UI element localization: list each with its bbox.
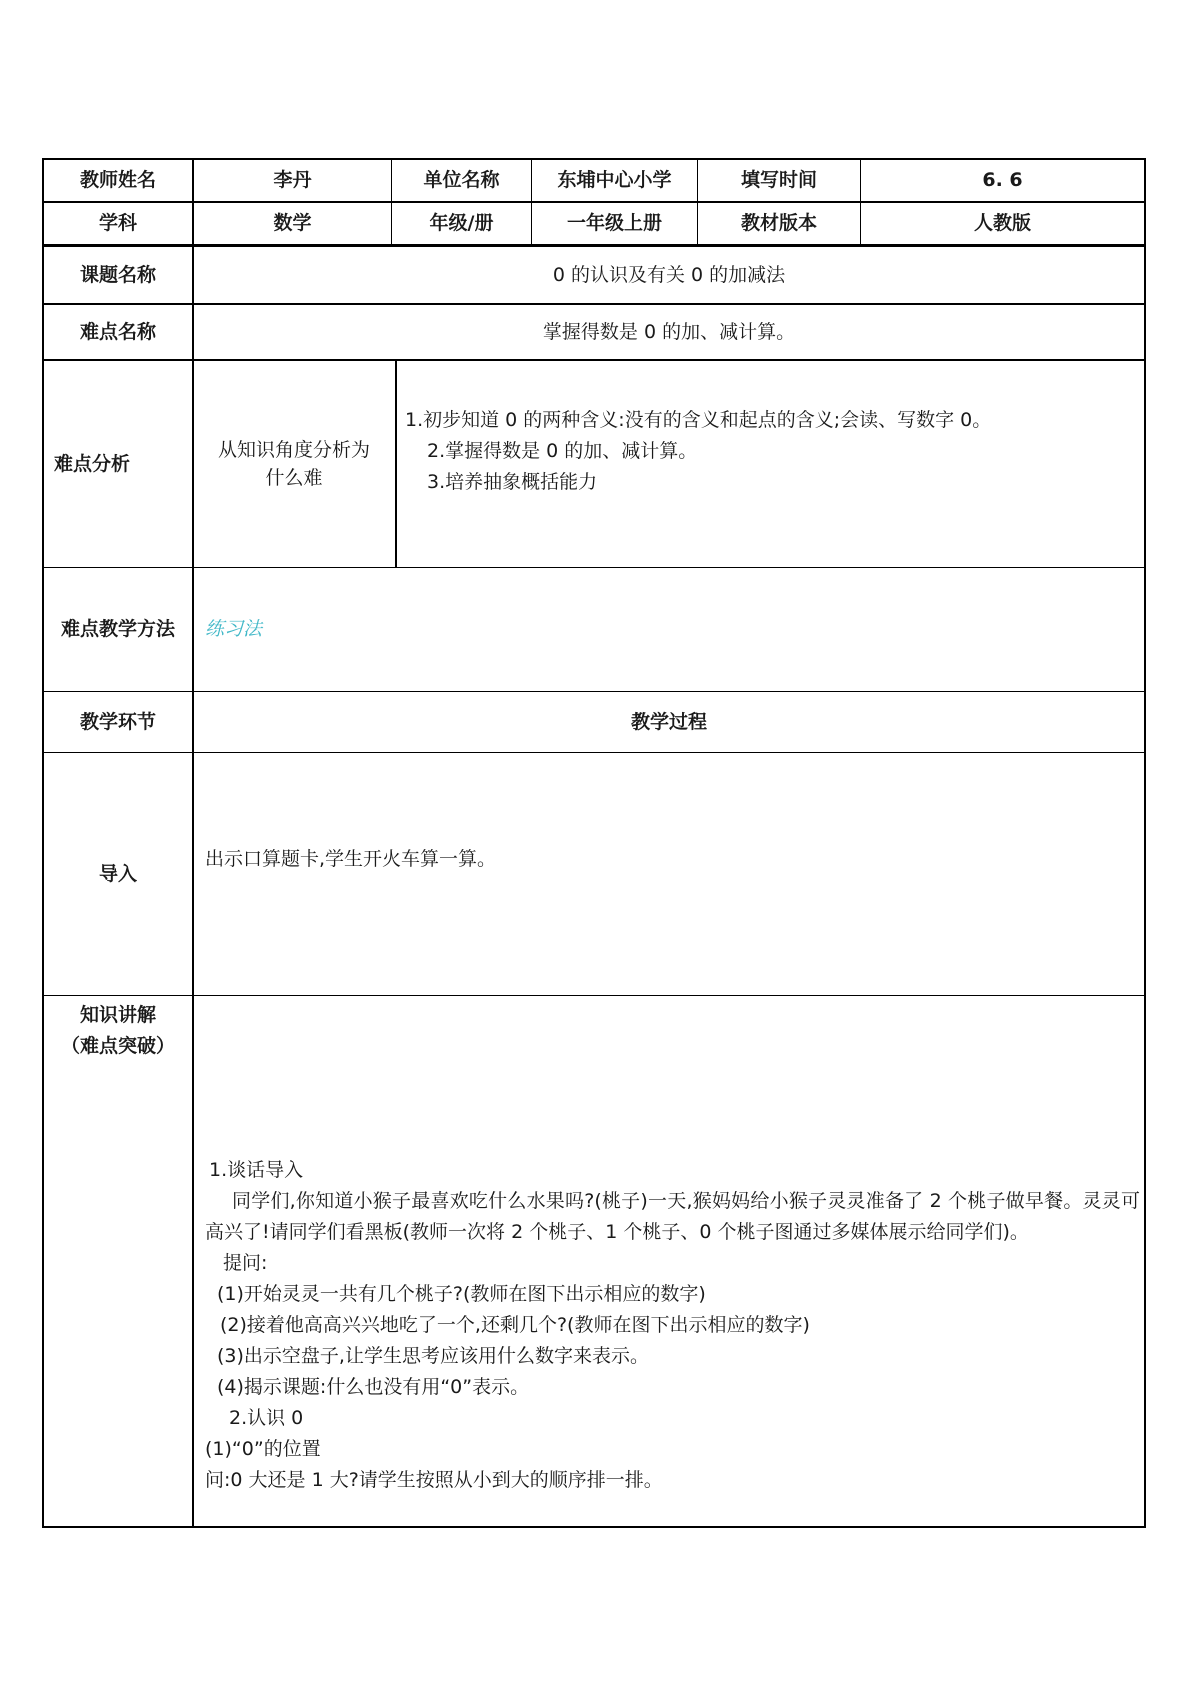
process-section-label: 教学环节 — [79, 710, 156, 733]
edition-label: 教材版本 — [740, 212, 817, 235]
table-border — [395, 360, 397, 568]
lecture-label-line1: 知识讲解 — [79, 1004, 156, 1026]
teacher-name-label: 教师姓名 — [79, 169, 156, 192]
teacher-name-value: 李丹 — [273, 169, 312, 192]
subject-value: 数学 — [273, 212, 312, 235]
lecture-paragraph: (2)接着他高高兴兴地吃了一个,还剩几个?(教师在图下出示相应的数字) — [220, 1314, 810, 1336]
lecture-paragraph: (1)“0”的位置 — [205, 1438, 321, 1460]
difficulty-label: 难点名称 — [79, 320, 156, 343]
topic-value: 0 的认识及有关 0 的加减法 — [552, 263, 786, 286]
subject-label: 学科 — [98, 212, 137, 235]
analysis-label: 难点分析 — [54, 452, 131, 475]
analysis-sub-label: 从知识角度分析为什么难 — [217, 438, 370, 489]
analysis-line: 3.培养抽象概括能力 — [427, 471, 598, 493]
edition-value: 人教版 — [973, 212, 1031, 235]
grade-value: 一年级上册 — [566, 212, 662, 235]
lecture-label — [44, 1000, 192, 1062]
method-label: 难点教学方法 — [60, 618, 175, 641]
lecture-paragraph: 同学们,你知道小猴子最喜欢吃什么水果吗?(桃子)一天,猴妈妈给小猴子灵灵准备了 2 个桃子做早餐。灵灵可高兴了!请同学们看黑板(教师一次将 2 个桃子、1 个桃子、0 个桃子图通过多媒体展示给同学们)。 — [205, 1190, 1140, 1243]
lecture-content — [205, 1155, 1140, 1496]
analysis-line: 1.初步知道 0 的两种含义:没有的含义和起点的含义;会读、写数字 0。 — [405, 409, 992, 431]
fill-date-label: 填写时间 — [740, 169, 817, 192]
topic-label: 课题名称 — [79, 263, 156, 286]
lecture-paragraph: 提问: — [223, 1252, 268, 1274]
table-border — [43, 1526, 1145, 1528]
table-border — [1144, 158, 1146, 1528]
table-border — [43, 995, 1145, 996]
analysis-content — [405, 405, 1145, 498]
unit-name-label: 单位名称 — [423, 169, 500, 192]
difficulty-value: 掌握得数是 0 的加、减计算。 — [542, 320, 796, 343]
intro-label: 导入 — [98, 862, 137, 885]
grade-label: 年级/册 — [429, 212, 494, 235]
lecture-paragraph: (1)开始灵灵一共有几个桃子?(教师在图下出示相应的数字) — [217, 1283, 706, 1305]
intro-value: 出示口算题卡,学生开火车算一算。 — [205, 848, 497, 870]
fill-date-value: 6. 6 — [982, 169, 1023, 192]
process-header: 教学过程 — [630, 710, 707, 733]
unit-name-value: 东埔中心小学 — [557, 169, 672, 192]
lecture-paragraph: (4)揭示课题:什么也没有用“0”表示。 — [217, 1376, 530, 1398]
lecture-paragraph: (3)出示空盘子,让学生思考应该用什么数字来表示。 — [217, 1345, 649, 1367]
table-border — [192, 158, 194, 1528]
lecture-label-line2: （难点突破） — [60, 1035, 175, 1057]
analysis-line: 2.掌握得数是 0 的加、减计算。 — [427, 440, 698, 462]
lecture-paragraph: 问:0 大还是 1 大?请学生按照从小到大的顺序排一排。 — [205, 1469, 663, 1491]
lecture-paragraph: 2.认识 0 — [229, 1407, 304, 1429]
method-value: 练习法 — [205, 618, 263, 641]
lecture-paragraph: 1.谈话导入 — [209, 1159, 304, 1181]
